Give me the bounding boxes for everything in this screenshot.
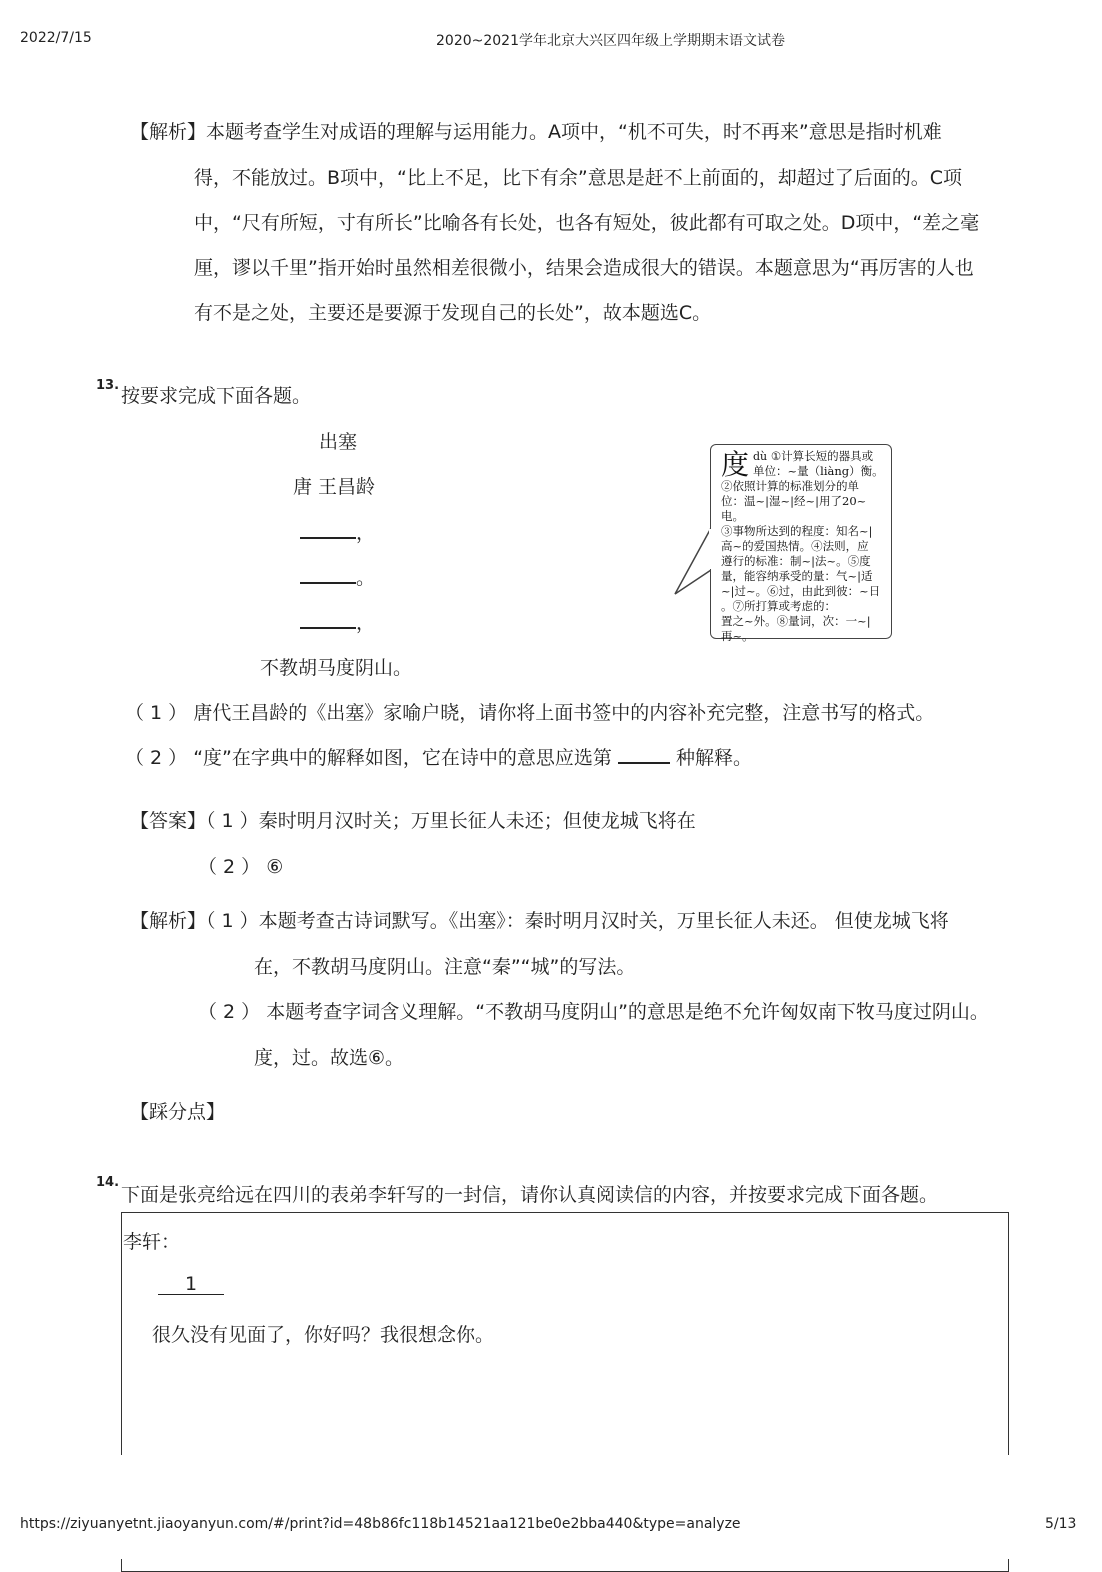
- scoring-points: 【踩分点】: [130, 1101, 226, 1123]
- answer-blank[interactable]: [618, 762, 670, 764]
- analysis-1-cont: 在，不教胡马度阴山。注意“秦”“城”的写法。: [254, 956, 636, 978]
- footer-url: https://ziyuanyetnt.jiaoyanyun.com/#/print?id=48b86fc118b14521aa121be0e2bba440&type=analyze: [20, 1516, 741, 1532]
- footer-bg: [0, 1455, 1102, 1559]
- dictionary-pinyin: dù: [753, 450, 768, 463]
- bubble-tail-joint: [709, 529, 713, 569]
- poem-blank-line[interactable]: 。: [300, 563, 375, 590]
- analysis-2-cont: 度，过。故选⑥。: [254, 1047, 405, 1069]
- document-title: 2020~2021学年北京大兴区四年级上学期期末语文试卷: [436, 33, 785, 49]
- dictionary-entry: 度dù ①计算长短的器具或 单位：~量（liàng）衡。 ②依照计算的标准划分的单 位：温~|湿~|经~|用了20~电。 ③事物所达到的程度：知名~| 高~的爱国热情。④法则，应 遵行的标准：制~|法~。⑤度 量，能容纳承受的量：气~|适 ~|过~。⑥过，由此到彼：~日 。⑦所打算或考虑的： 置之~外。⑧量词，次：一~| 再~。: [710, 444, 892, 639]
- analysis-line: 有不是之处，主要还是要源于发现自己的长处”，故本题选C。: [194, 302, 712, 324]
- analysis-2: （ 2 ） 本题考查字词含义理解。“不教胡马度阴山”的意思是绝不允许匈奴南下牧马度过阴山。: [198, 1001, 989, 1023]
- analysis-tag: 【解析】本题考查学生对成语的理解与运用能力。A项中，“机不可失，时不再来”意思是指时机难: [130, 121, 942, 143]
- analysis-line: 中，“尺有所短，寸有所长”比喻各有长处，也各有短处，彼此都有可取之处。D项中，“差之毫: [194, 212, 980, 234]
- answer-1: 【答案】（ 1 ）秦时明月汉时关；万里长征人未还；但使龙城飞将在: [130, 810, 696, 832]
- dictionary-char: 度: [721, 448, 750, 481]
- question-stem: 下面是张亮给远在四川的表弟李轩写的一封信，请你认真阅读信的内容，并按要求完成下面各题。: [121, 1184, 939, 1206]
- analysis-line: 厘，谬以千里”指开始时虽然相差很微小，结果会造成很大的错误。本题意思为“再厉害的人也: [194, 257, 974, 279]
- letter-blank[interactable]: 1: [158, 1273, 224, 1295]
- letter-salutation: 李轩：: [123, 1231, 181, 1253]
- sub-question-1: （ 1 ） 唐代王昌龄的《出塞》家喻户晓，请你将上面书签中的内容补充完整，注意书写的格式。: [125, 702, 935, 724]
- sub-question-2: （ 2 ） “度”在字典中的解释如图，它在诗中的意思应选第 种解释。: [125, 747, 753, 769]
- print-date: 2022/7/15: [20, 30, 92, 46]
- question-stem: 按要求完成下面各题。: [121, 385, 312, 407]
- poem-blank-line[interactable]: ，: [300, 608, 375, 635]
- poem-last-line: 不教胡马度阴山。: [260, 657, 413, 679]
- poem-author: 唐 王昌龄: [293, 476, 376, 498]
- answer-2: （ 2 ） ⑥: [198, 856, 284, 878]
- letter-body: 很久没有见面了，你好吗？我很想念你。: [152, 1324, 495, 1346]
- page-number: 5/13: [1045, 1516, 1077, 1532]
- question-number: 13.: [96, 378, 120, 393]
- poem-title: 出塞: [319, 431, 358, 453]
- analysis-1: 【解析】（ 1 ）本题考查古诗词默写。《出塞》：秦时明月汉时关，万里长征人未还。 但使龙城飞将: [130, 910, 949, 932]
- analysis-line: 得，不能放过。B项中，“比上不足，比下有余”意思是赶不上前面的，却超过了后面的。C项: [194, 167, 962, 189]
- poem-blank-line[interactable]: ，: [300, 518, 375, 545]
- question-number: 14.: [96, 1175, 120, 1190]
- analysis-line: 本题考查学生对成语的理解与运用能力。A项中，“机不可失，时不再来”意思是指时机难: [206, 121, 942, 143]
